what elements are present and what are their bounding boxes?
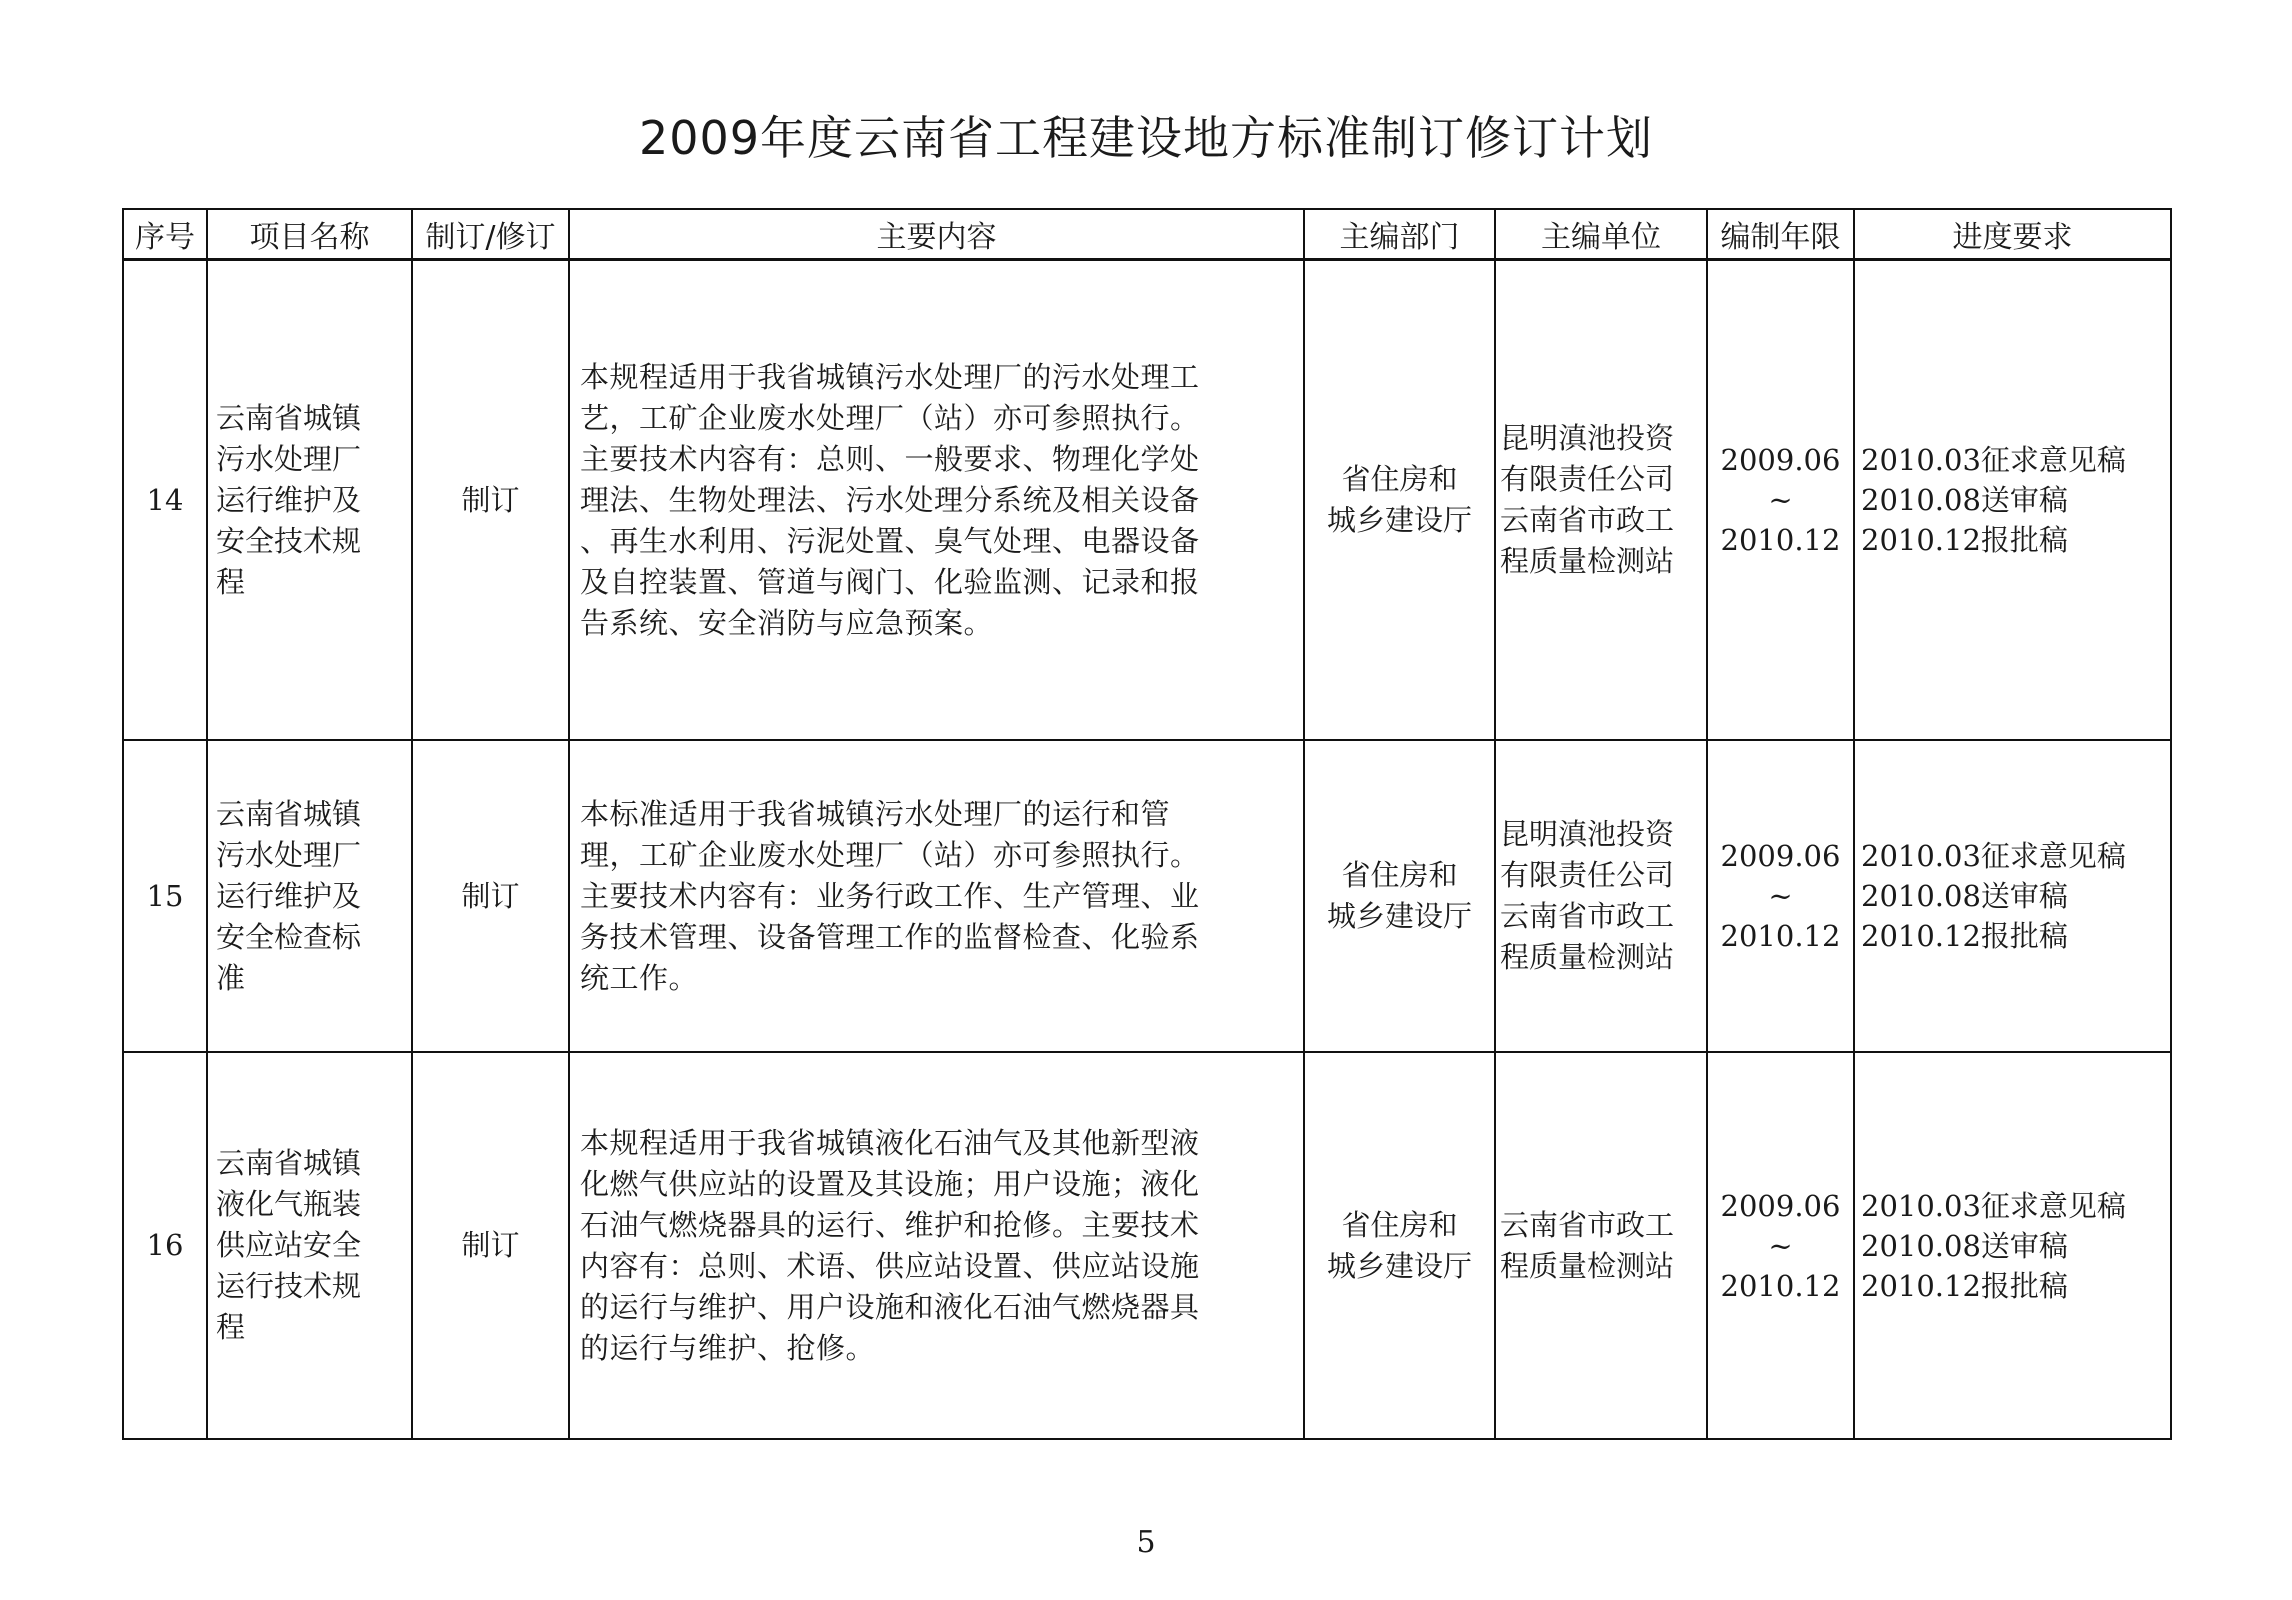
period-end: 2010.12 — [1720, 523, 1841, 557]
progress-line: 2010.03征求意见稿 — [1861, 443, 2126, 477]
header-name: 项目名称 — [207, 209, 412, 260]
project-name-line: 程 — [216, 1310, 246, 1344]
content-line: 统工作。 — [580, 960, 699, 995]
project-name-line: 准 — [216, 960, 246, 995]
project-name-line: 运行维护及 — [216, 482, 362, 517]
period-start: 2009.06 — [1720, 1188, 1841, 1223]
content-line: 理法、生物处理法、污水处理分系统及相关设备 — [580, 482, 1200, 517]
progress-line: 2010.12报批稿 — [1861, 523, 2068, 557]
header-unit: 主编单位 — [1495, 209, 1707, 260]
period-cell — [1707, 260, 1854, 741]
unit-cell — [1495, 260, 1707, 741]
progress-line: 2010.08送审稿 — [1861, 1228, 2068, 1263]
header-content: 主要内容 — [569, 209, 1304, 260]
content-line: 内容有：总则、术语、供应站设置、供应站设施 — [580, 1248, 1200, 1283]
row-number: 16 — [146, 1228, 184, 1262]
header-progress: 进度要求 — [1854, 209, 2171, 260]
progress-line: 2010.12报批稿 — [1861, 919, 2068, 953]
unit-line: 云南省市政工 — [1500, 503, 1675, 537]
row-number-cell — [123, 260, 207, 741]
row-number: 14 — [146, 482, 184, 517]
page-title: 2009年度云南省工程建设地方标准制订修订计划 — [638, 111, 1654, 165]
unit-line: 昆明滇池投资 — [1500, 817, 1675, 851]
period-start: 2009.06 — [1720, 443, 1841, 477]
header-period: 编制年限 — [1707, 209, 1854, 260]
table-row — [123, 260, 2171, 741]
content-line: 石油气燃烧器具的运行、维护和抢修。主要技术 — [580, 1207, 1200, 1242]
row-number-cell — [123, 740, 207, 1052]
content-line: 艺，工矿企业废水处理厂（站）亦可参照执行。 — [580, 400, 1200, 435]
content-line: 、再生水利用、污泥处置、臭气处理、电器设备 — [580, 523, 1200, 558]
project-name-line: 程 — [216, 564, 246, 599]
table-row — [123, 740, 2171, 1052]
period-start: 2009.06 — [1720, 839, 1841, 873]
progress-cell — [1854, 740, 2171, 1052]
period-cell — [1707, 1052, 1854, 1439]
unit-line: 云南省市政工 — [1500, 1207, 1675, 1242]
dept-cell — [1304, 260, 1495, 741]
content-cell — [569, 740, 1304, 1052]
content-line: 化燃气供应站的设置及其设施；用户设施；液化 — [580, 1166, 1200, 1201]
type-cell — [412, 1052, 569, 1439]
unit-line: 云南省市政工 — [1500, 899, 1675, 933]
project-name-line: 安全检查标 — [216, 919, 362, 954]
content-line: 的运行与维护、抢修。 — [580, 1330, 876, 1365]
project-name-line: 云南省城镇 — [216, 1146, 362, 1180]
table-header-row — [123, 209, 2171, 260]
content-line: 务技术管理、设备管理工作的监督检查、化验系 — [580, 919, 1200, 954]
dept-cell — [1304, 1052, 1495, 1439]
unit-cell — [1495, 740, 1707, 1052]
content-cell — [569, 1052, 1304, 1439]
row-number-cell — [123, 1052, 207, 1439]
type-cell — [412, 260, 569, 741]
period-end: 2010.12 — [1720, 919, 1841, 953]
project-name-line: 运行维护及 — [216, 878, 362, 913]
unit-line: 昆明滇池投资 — [1500, 421, 1675, 455]
project-name-cell — [207, 260, 412, 741]
content-line: 本规程适用于我省城镇污水处理厂的污水处理工 — [580, 359, 1200, 394]
project-name-line: 供应站安全 — [216, 1228, 362, 1262]
type-cell — [412, 740, 569, 1052]
project-name-line: 液化气瓶装 — [216, 1187, 362, 1221]
unit-line: 有限责任公司 — [1500, 858, 1675, 892]
dept-line: 省住房和 — [1341, 1207, 1458, 1242]
period-separator: ~ — [1768, 1228, 1793, 1263]
unit-line: 程质量检测站 — [1500, 1248, 1675, 1283]
content-line: 告系统、安全消防与应急预案。 — [580, 605, 994, 640]
dept-line: 城乡建设厅 — [1326, 503, 1472, 537]
table-row — [123, 1052, 2171, 1439]
period-separator: ~ — [1768, 879, 1793, 913]
progress-cell — [1854, 260, 2171, 741]
row-number: 15 — [146, 878, 184, 913]
dept-cell — [1304, 740, 1495, 1052]
content-line: 理，工矿企业废水处理厂（站）亦可参照执行。 — [580, 837, 1200, 872]
content-line: 主要技术内容有：业务行政工作、生产管理、业 — [580, 878, 1200, 913]
dept-line: 省住房和 — [1341, 462, 1458, 496]
header-num: 序号 — [123, 209, 207, 260]
dept-line: 省住房和 — [1341, 858, 1458, 892]
unit-line: 程质量检测站 — [1500, 544, 1675, 578]
content-line: 本标准适用于我省城镇污水处理厂的运行和管 — [580, 796, 1171, 831]
header-type: 制订/修订 — [412, 209, 569, 260]
progress-line: 2010.08送审稿 — [1861, 879, 2068, 913]
period-end: 2010.12 — [1720, 1268, 1841, 1303]
progress-cell — [1854, 1052, 2171, 1439]
content-line: 本规程适用于我省城镇液化石油气及其他新型液 — [580, 1125, 1200, 1160]
period-cell — [1707, 740, 1854, 1052]
unit-line: 程质量检测站 — [1500, 940, 1675, 974]
page-number: 5 — [1136, 1525, 1156, 1560]
project-name-cell — [207, 740, 412, 1052]
project-name-line: 云南省城镇 — [216, 400, 362, 435]
dept-line: 城乡建设厅 — [1326, 1248, 1472, 1283]
progress-line: 2010.12报批稿 — [1861, 1268, 2068, 1303]
progress-line: 2010.03征求意见稿 — [1861, 1188, 2126, 1223]
unit-line: 有限责任公司 — [1500, 462, 1675, 496]
content-line: 及自控装置、管道与阀门、化验监测、记录和报 — [580, 564, 1200, 599]
project-name-cell — [207, 1052, 412, 1439]
content-line: 主要技术内容有：总则、一般要求、物理化学处 — [580, 441, 1200, 476]
dept-line: 城乡建设厅 — [1326, 899, 1472, 933]
unit-cell — [1495, 1052, 1707, 1439]
project-name-line: 安全技术规 — [216, 523, 362, 558]
header-dept: 主编部门 — [1304, 209, 1495, 260]
plan-table — [122, 208, 2172, 1440]
project-name-line: 运行技术规 — [216, 1269, 362, 1303]
period-separator: ~ — [1768, 483, 1793, 517]
content-line: 的运行与维护、用户设施和液化石油气燃烧器具 — [580, 1289, 1200, 1324]
project-name-line: 污水处理厂 — [216, 441, 362, 476]
content-cell — [569, 260, 1304, 741]
type-value: 制订 — [461, 482, 520, 517]
project-name-line: 污水处理厂 — [216, 837, 362, 872]
progress-line: 2010.03征求意见稿 — [1861, 839, 2126, 873]
type-value: 制订 — [461, 1228, 520, 1262]
progress-line: 2010.08送审稿 — [1861, 483, 2068, 517]
project-name-line: 云南省城镇 — [216, 796, 362, 831]
type-value: 制订 — [461, 878, 520, 913]
